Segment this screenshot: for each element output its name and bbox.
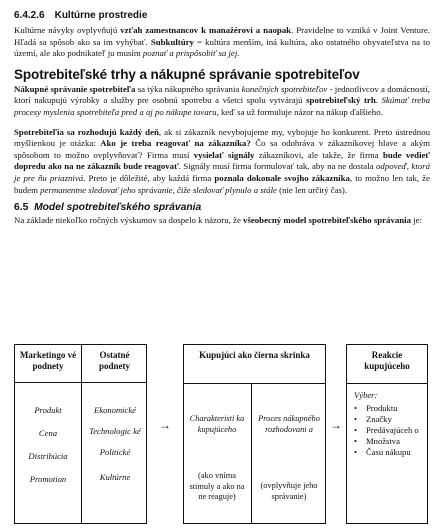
list-item: Produkt <box>34 405 62 415</box>
list-item: • Produktu <box>354 403 398 413</box>
text-run: spotrebiteľský trh <box>306 95 376 106</box>
text-run: Spotrebiteľia sa rozhodujú každý deň <box>14 126 159 137</box>
list-item: Technologic ké <box>89 426 141 436</box>
list-item: Politické <box>99 447 131 457</box>
paragraph-cultural <box>14 25 430 60</box>
text-run: vysielať signály <box>193 149 255 160</box>
buyer-characteristics-note: (ako vníma stimuly a ako na ne reaguje) <box>189 471 245 501</box>
list-item: • Značky <box>354 414 392 424</box>
buyer-decision-process-note: (ovplyvňuje jeho správanie) <box>260 481 318 501</box>
list-item: Ekonomické <box>94 405 136 415</box>
header-other-stimuli: Ostatné podnety <box>98 350 130 371</box>
text-run: - jednotlivcov a domácností, ktorí nakupujú výrobky a služby pre osobnú spotrebu a všetci spolu vytvárajú <box>14 83 430 106</box>
text-run: poznať a prispôsobiť sa jej. <box>142 48 240 59</box>
document-page <box>14 6 430 227</box>
text-run: Na základe niekoľko ročných výskumov sa dospelo k názoru, že <box>14 215 244 226</box>
paragraph-consumer-behaviour <box>14 84 430 119</box>
text-run: . <box>375 95 382 106</box>
text-run: = kultúra menším, iná kultúra, ako ostatného obyvateľstva na to území, ale ako podnikateľ ju musím <box>14 36 430 59</box>
text-run: Nákupné správanie spotrebiteľa <box>14 83 136 94</box>
text-run: , to možno len tak, že budem <box>14 172 430 195</box>
text-run: Kultúrne návyky ovplyvňujú <box>14 25 121 35</box>
other-stimuli-list <box>84 405 146 493</box>
arrow-right-icon: → <box>159 418 171 432</box>
paragraph-consumer-decisions <box>14 127 430 197</box>
text-run: . Pravidelne to vzniká v Joint Venture. Hľadá sa spôsob ako sa im vyhýbať. <box>14 25 430 47</box>
list-item: • Predávajúceh o <box>354 425 419 435</box>
section-heading-6-4-2-6 <box>14 10 430 21</box>
text-run: sa týka nákupného správania <box>135 83 242 94</box>
text-run: . Preto je dôležité, aby každá firma <box>83 172 215 183</box>
header-buyer-responses: Reakcie kupujúceho <box>364 350 410 371</box>
text-run: poznala dokonale svojho zákazníka <box>214 172 350 183</box>
header-marketing-stimuli: Marketingo vé podnety <box>19 350 77 371</box>
text-run: odpoveď, ktorá je pre ňu priaznivá <box>14 161 430 183</box>
text-run: vzťah zamestnancov k manažérovi a naopak <box>120 25 292 35</box>
responses-lead: Výber: <box>354 390 378 400</box>
list-item: Distribúcia <box>28 451 68 461</box>
consumer-behaviour-model-diagram <box>14 344 428 524</box>
list-item: Cena <box>38 428 58 438</box>
header-black-box: Kupujúci ako čierna skrinka <box>199 350 310 360</box>
arrow-right-icon: → <box>330 418 342 432</box>
list-item: Promotion <box>29 474 67 484</box>
marketing-stimuli-list <box>16 405 80 494</box>
text-run: Skúmať treba procesy myslenia spotrebiteľa pred a aj po nákupe tovaru <box>14 95 430 117</box>
text-run: konečných spotrebiteľov <box>241 83 328 94</box>
text-run: , keď sa už formuluje názor na nákup ďalšieho. <box>216 106 383 117</box>
text-run: Ako je treba reagovať na zákazníka? <box>100 138 251 149</box>
heading-consumer-markets: Spotrebiteľské trhy a nákupné správanie spotrebiteľov <box>14 66 360 82</box>
buyer-responses-list <box>354 390 426 458</box>
section-number: 6.5 <box>14 202 29 214</box>
list-item: • Množstva <box>354 436 400 446</box>
text-run: je: <box>410 215 422 226</box>
text-run: permanentne sledovať jeho správanie, čiže sledovať plynulo a stále <box>40 184 277 195</box>
list-item: • Času nákupu <box>354 447 411 457</box>
text-run: všeobecný model spotrebiteľského správania <box>243 215 411 226</box>
section-heading-6-5 <box>14 202 430 213</box>
section-title: Model spotrebiteľského správania <box>34 202 202 214</box>
text-run: Subkultúry <box>150 36 194 47</box>
text-run: zákazníkovi, ale takže, že firma <box>254 149 383 160</box>
text-run: , ak si zákazník nevybojujeme my, vybojuje ho konkurent. Preto ústrednou myšlienkou je otázka: <box>14 126 430 149</box>
section-number: 6.4.2.6 <box>14 10 45 21</box>
list-item: Kultúrne <box>99 472 131 482</box>
text-run: bude vedieť dopredu ako na ne zákazník bude reagovať <box>14 149 431 172</box>
section-title: Kultúrne prostredie <box>54 10 148 21</box>
text-run: Čo sa odohráva v zákazníkovej hlave a akým spôsobom to možno ovplyvňovať? Firma musí <box>14 138 431 160</box>
text-run: . Signály musí firma formulovať tak, aby na ne dostala <box>178 161 377 172</box>
text-run: (nie len určitý čas). <box>276 184 348 195</box>
buyer-characteristics: Charakteristi ka kupujúceho <box>189 414 245 434</box>
paragraph-model-intro <box>14 215 430 227</box>
buyer-decision-process: Proces nákupného rozhodovani a <box>258 414 320 434</box>
